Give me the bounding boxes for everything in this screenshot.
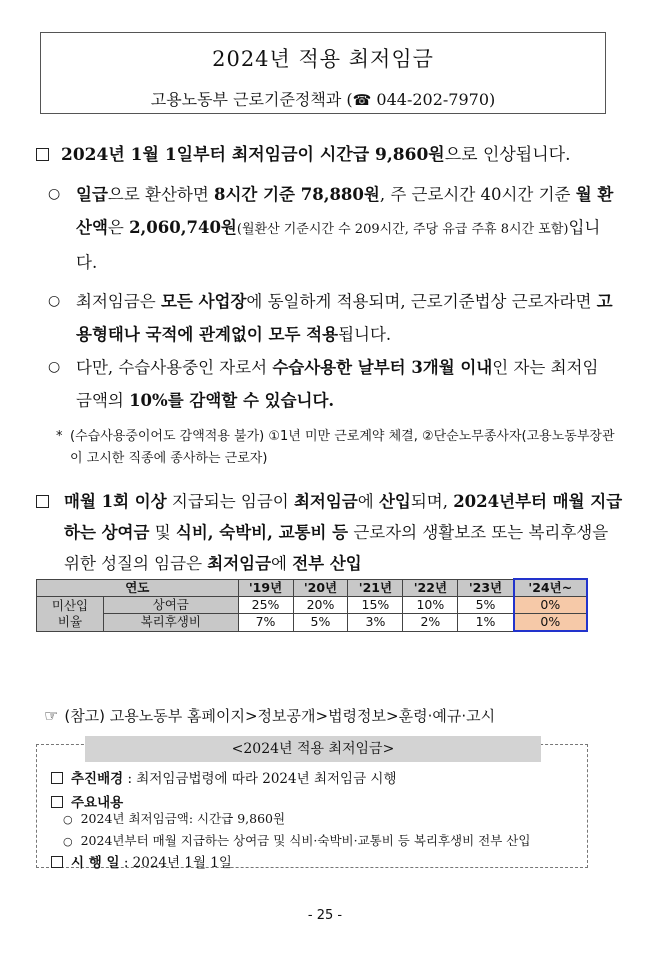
summary-item-text: 2024년부터 매월 지급하는 상여금 및 식비·숙박비·교통비 등 복리후생비 전부 산입 — [80, 833, 531, 848]
text: 에 — [271, 554, 293, 573]
year-cell: '21년 — [348, 579, 403, 597]
text-bold: 2,060,740원 — [129, 218, 237, 237]
bullet-1 — [48, 178, 614, 279]
department-contact — [41, 87, 605, 110]
summary-item — [63, 831, 530, 849]
effective-date-text: : 2024년 1월 1일 — [119, 855, 232, 871]
section-2 — [36, 486, 626, 579]
group-label-line-2: 비율 — [57, 613, 83, 629]
table-cell: 5% — [458, 597, 514, 614]
year-cell: '23년 — [458, 579, 514, 597]
bullet-1-text — [76, 178, 614, 279]
page-title: 2024년 적용 최저임금 — [212, 47, 434, 71]
text: , 주 근로시간 40시간 기준 — [379, 185, 576, 204]
table-cell: 7% — [238, 614, 293, 632]
text: 에 동일하게 적용되며, 근로기준법상 근로자라면 — [246, 292, 597, 311]
group-label — [37, 597, 104, 632]
pointing-hand-icon: ☞ — [44, 706, 59, 725]
text-bold: 월 환산액 — [76, 185, 614, 237]
text-bold: 2024년부터 매월 지급하는 상여금 — [64, 492, 623, 542]
summary-main-content — [51, 791, 123, 811]
checkbox-square-icon — [36, 495, 49, 508]
table-cell: 1% — [458, 614, 514, 632]
text: 최저임금은 — [76, 292, 161, 311]
year-cell-highlight: '24년~ — [514, 579, 587, 597]
text-bold: 매월 1회 이상 — [64, 492, 167, 511]
background-label: 추진배경 — [71, 771, 124, 787]
text-bold: 산입 — [378, 492, 411, 511]
section-2-text — [64, 486, 626, 579]
circle-bullet-icon: ○ — [48, 293, 61, 309]
effective-date-label: 시 행 일 — [71, 855, 120, 871]
bullet-3-text — [76, 351, 614, 417]
text-bold: 최저임금 — [293, 492, 358, 511]
table-cell: 25% — [238, 597, 293, 614]
text-bold: 최저임금 — [207, 554, 272, 573]
table-cell: 20% — [293, 597, 348, 614]
year-header: 연도 — [37, 579, 239, 597]
text: 다만, 수습사용중인 자로서 — [76, 358, 273, 377]
bullet-3 — [48, 351, 614, 417]
table-cell-highlight: 0% — [514, 614, 587, 632]
bullet-2 — [48, 285, 614, 351]
text-bold: 8시간 기준 78,880원 — [214, 185, 380, 204]
department-name: 고용노동부 근로기준정책과 ( — [150, 90, 353, 109]
text-bold: 10%를 감액할 수 있습니다. — [129, 391, 335, 410]
group-label-line-1: 미산입 — [51, 597, 89, 613]
text: 인 자는 최저임금액의 — [76, 358, 599, 410]
bullet-2-text — [76, 285, 614, 351]
table-cell: 3% — [348, 614, 403, 632]
section-1 — [36, 140, 626, 171]
text-bold: 식비, 숙박비, 교통비 등 — [175, 523, 349, 542]
row-label: 상여금 — [104, 597, 239, 614]
checkbox-square-icon — [51, 796, 63, 808]
table-row — [37, 614, 588, 632]
phone-number: 044-202-7970) — [371, 90, 496, 109]
main-content-label: 주요내용 — [71, 795, 124, 811]
reference-text: (참고) 고용노동부 홈페이지>정보공개>법령정보>훈령·예규·고시 — [64, 707, 496, 725]
summary-box-title: <2024년 적용 최저임금> — [85, 736, 541, 762]
text: 에 — [357, 492, 379, 511]
summary-item — [63, 809, 285, 827]
text: 되며, — [410, 492, 454, 511]
text: 입니다. — [76, 218, 601, 272]
row-label: 복리후생비 — [104, 614, 239, 632]
circle-bullet-icon: ○ — [63, 813, 73, 826]
asterisk-marker: * — [56, 429, 63, 444]
year-cell: '20년 — [293, 579, 348, 597]
table-cell-highlight: 0% — [514, 597, 587, 614]
checkbox-square-icon — [51, 856, 63, 868]
circle-bullet-icon: ○ — [48, 359, 61, 375]
text: 근로자의 생활보조 또는 복리후생을 위한 성질의 임금은 — [64, 523, 609, 573]
text-bold: 일급 — [76, 185, 108, 204]
checkbox-square-icon — [36, 148, 49, 161]
reference-line — [44, 705, 495, 726]
text: 지급되는 임금이 — [166, 492, 294, 511]
table-cell: 15% — [348, 597, 403, 614]
table-cell: 10% — [403, 597, 458, 614]
table-row — [37, 597, 588, 614]
text: 및 — [149, 523, 176, 542]
background-text: : 최저임금법령에 따라 2024년 최저임금 시행 — [123, 771, 397, 787]
text-bold: 수습사용한 날부터 3개월 이내 — [272, 358, 493, 377]
section-1-rest: 으로 인상됩니다. — [444, 145, 571, 165]
text-bold: 전부 산입 — [292, 554, 362, 573]
section-1-bold: 2024년 1월 1일부터 최저임금이 시간급 9,860원 — [61, 145, 445, 165]
text-bold: 모든 사업장 — [160, 292, 247, 311]
summary-box — [36, 741, 588, 871]
text-small: (월환산 기준시간 수 209시간, 주당 유급 주휴 8시간 포함) — [236, 222, 569, 237]
page-number: - 25 - — [307, 908, 343, 923]
circle-bullet-icon: ○ — [63, 835, 73, 848]
summary-effective-date — [51, 851, 232, 871]
circle-bullet-icon: ○ — [48, 186, 61, 202]
footnote-text: (수습사용중이어도 감액적용 불가) ①1년 미만 근로계약 체결, ②단순노무종사자(고용노동부장관이 고시한 직종에 종사하는 근로자) — [70, 429, 615, 466]
year-cell: '19년 — [238, 579, 293, 597]
text: 은 — [107, 218, 130, 237]
year-cell: '22년 — [403, 579, 458, 597]
summary-item-text: 2024년 최저임금액: 시간급 9,860원 — [80, 811, 286, 826]
table-header-row — [37, 579, 588, 597]
footnote — [56, 426, 622, 470]
table-cell: 5% — [293, 614, 348, 632]
text-bold: 고용형태나 국적에 관계없이 모두 적용 — [76, 292, 613, 344]
text: 으로 환산하면 — [107, 185, 215, 204]
checkbox-square-icon — [51, 772, 63, 784]
phone-icon: ☎ — [352, 91, 372, 109]
table-cell: 2% — [403, 614, 458, 632]
exclusion-rate-table — [36, 578, 588, 632]
title-box — [40, 32, 606, 114]
summary-background — [51, 767, 396, 787]
text: 됩니다. — [338, 325, 392, 344]
